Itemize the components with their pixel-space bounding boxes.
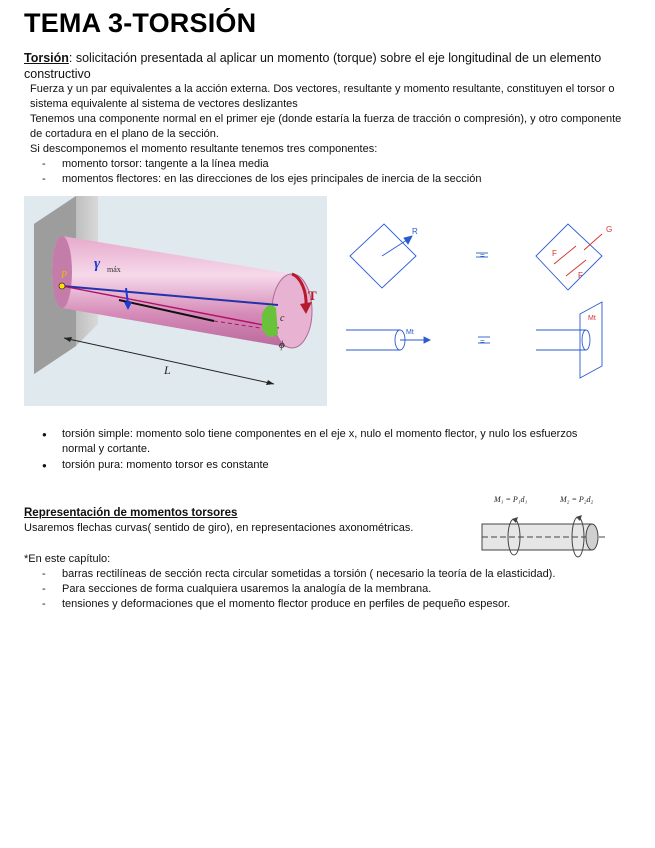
- force-label: F: [578, 271, 583, 280]
- point-label: P: [61, 270, 68, 281]
- vector-equivalence-figure: [340, 220, 630, 400]
- definition-text: : solicitación presentada al aplicar un momento (torque) sobre el eje longitudinal de un elemento constructivo: [24, 51, 602, 81]
- chapter-scope-section: [24, 552, 584, 612]
- list-item: ● torsión pura: momento torsor es constante: [24, 458, 584, 473]
- list-item: - momento torsor: tangente a la línea media: [24, 157, 624, 172]
- component-list: [24, 157, 624, 187]
- section-text: Usaremos flechas curvas( sentido de giro), en representaciones axonométricas.: [24, 522, 414, 534]
- gamma-label: γ: [94, 256, 101, 272]
- intro-section: [24, 50, 624, 187]
- section-element: [262, 305, 278, 337]
- torsion-shaft-figure: [24, 196, 327, 406]
- scope-intro: *En este capítulo:: [24, 553, 111, 565]
- moment-1-label: M₁ = P₁d₁: [494, 495, 528, 504]
- list-item: ● torsión simple: momento solo tiene componentes en el eje x, nulo el momento flector, y nulo los esfuerzos normal y cortante.: [24, 427, 584, 457]
- moment-2-label: M₂ = P₂d₂: [560, 495, 594, 504]
- definition-paragraph: [24, 50, 624, 82]
- angle-label: ϕ: [279, 339, 285, 351]
- equals-sign: =: [480, 337, 485, 346]
- paragraph-torsor: Fuerza y un par equivalentes a la acción externa. Dos vectores, resultante y momento resultante, constituyen el torsor o sistema equivalente al sistema de vectores deslizantes: [30, 83, 615, 110]
- torque-label: T: [308, 288, 317, 303]
- list-item: - tensiones y deformaciones que el momento flector produce en perfiles de pequeño espesor.: [24, 597, 584, 612]
- paragraph-components: Tenemos una componente normal en el primer eje (donde estaría la fuerza de tracción o compresión), y otro componente de cortadura en el plano de la sección.: [30, 113, 622, 140]
- torsion-types-list: [24, 427, 584, 474]
- vector-r-label: R: [412, 227, 418, 236]
- section-plane-right: [536, 224, 602, 290]
- moment-label: Mt: [588, 315, 596, 322]
- vector-g-label: G: [606, 225, 613, 234]
- section-heading: Representación de momentos torsores: [24, 507, 238, 519]
- moment-label: Mt: [406, 329, 414, 336]
- list-item: - barras rectilíneas de sección recta circular sometidas a torsión ( necesario la teoría de la elasticidad).: [24, 567, 584, 582]
- section-plane-left: [350, 224, 416, 288]
- scope-list: [24, 567, 584, 612]
- equals-sign: =: [480, 251, 485, 260]
- definition-term: Torsión: [24, 51, 69, 65]
- force-label: F: [552, 249, 557, 258]
- page-title: TEMA 3-TORSIÓN: [24, 8, 257, 38]
- paragraph-decompose: Si descomponemos el momento resultante tenemos tres componentes:: [30, 143, 378, 155]
- representation-section: [24, 506, 474, 536]
- list-item: - momentos flectores: en las direcciones de los ejes principales de inercia de la sección: [24, 172, 624, 187]
- length-label: L: [164, 363, 171, 377]
- radius-label: c: [280, 313, 285, 324]
- gamma-sub-label: máx: [107, 265, 121, 274]
- list-item: - Para secciones de forma cualquiera usaremos la analogía de la membrana.: [24, 582, 584, 597]
